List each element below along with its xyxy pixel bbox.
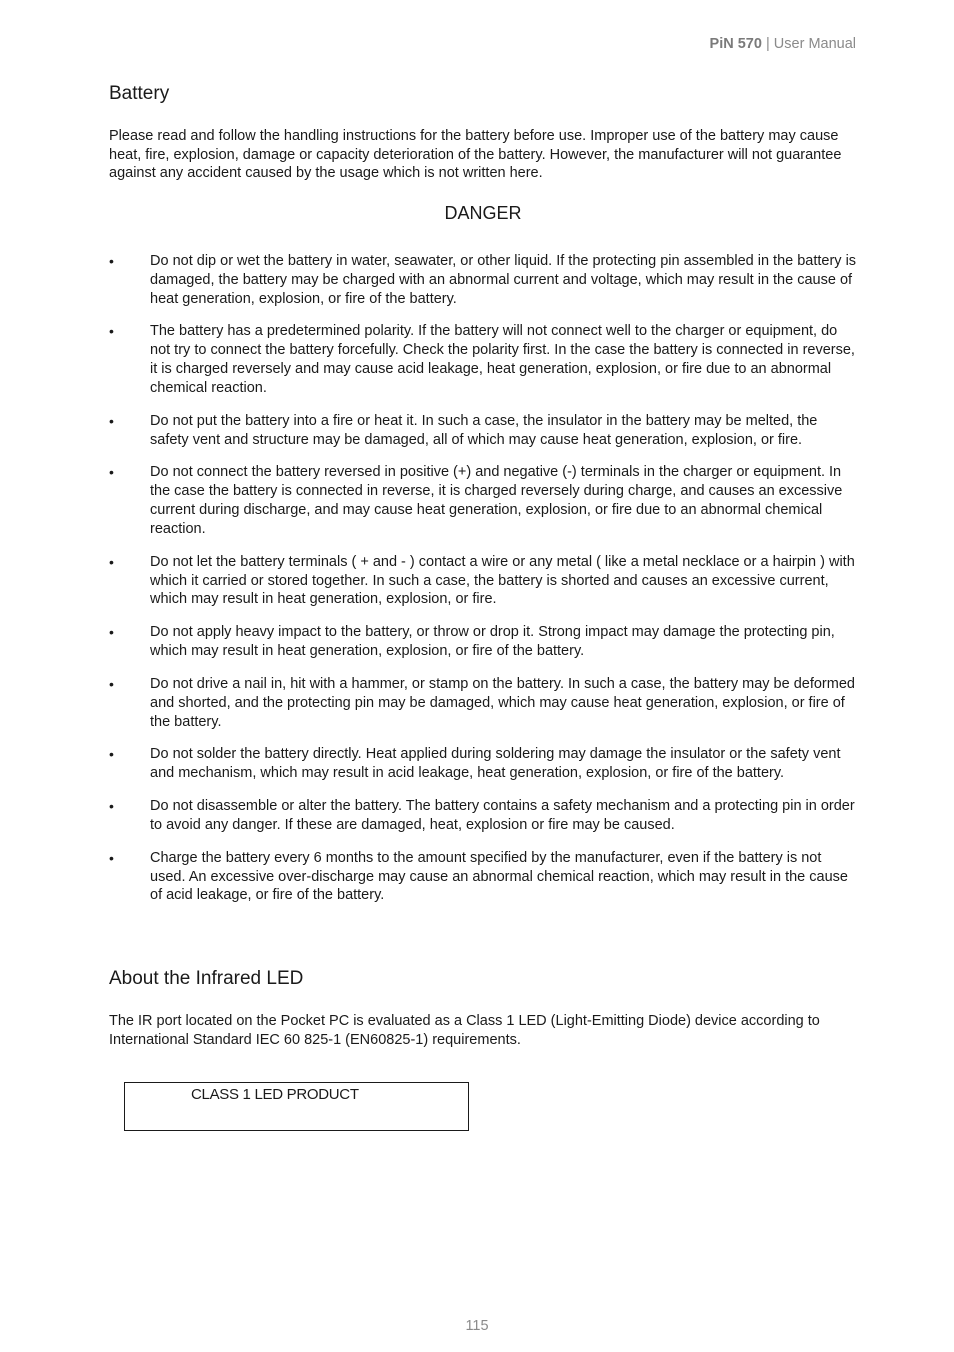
bullet-icon: • — [109, 746, 114, 763]
list-item-text: Do not disassemble or alter the battery. The battery contains a safety mechanism and a protecting pin in order to avoid any danger. If these are damaged, heat, explosion or fire may be caused. — [150, 798, 855, 833]
battery-intro: Please read and follow the handling instructions for the battery before use. Improper use of the battery may cause heat, fire, explosion, damage or capacity deterioration of the battery. However, the manufacturer will not guarantee against any accident caused by the usage which is not written here. — [109, 128, 842, 182]
infrared-heading: About the Infrared LED — [109, 968, 304, 989]
battery-heading: Battery — [109, 83, 170, 104]
bullet-icon: • — [109, 412, 114, 429]
bullet-icon: • — [109, 464, 114, 481]
page-number: 115 — [465, 1318, 489, 1334]
danger-list — [109, 252, 857, 919]
bullet-icon: • — [109, 849, 114, 866]
list-item-text: The battery has a predetermined polarity. If the battery will not connect well to the charger or equipment, do not try to connect the battery forcefully. Check the polarity first. In the case the battery is connected in reverse, it is charged reversely and may cause acid leakage, heat generation, explosion, or fire due to an abnormal chemical reaction. — [150, 323, 855, 396]
list-item-text: Do not drive a nail in, hit with a hammer, or stamp on the battery. In such a case, the battery may be deformed and shorted, and the protecting pin may be damaged, which may cause heat generation, explosion, or fire of the battery. — [150, 675, 855, 730]
list-item-text: Do not put the battery into a fire or heat it. In such a case, the insulator in the battery may be melted, the safety vent and structure may be damaged, all of which may cause heat generation, explosion, or fire. — [150, 412, 818, 448]
bullet-icon: • — [109, 798, 114, 815]
list-item — [109, 849, 857, 905]
list-item-text: Do not dip or wet the battery in water, seawater, or other liquid. If the protecting pin assembled in the battery is damaged, the battery may be charged with an abnormal current and voltage, which may result in the cause of heat generation, explosion, or fire of the battery. — [150, 253, 857, 307]
bullet-icon: • — [109, 675, 114, 692]
class-label-text: CLASS 1 LED PRODUCT — [191, 1086, 359, 1103]
list-item — [109, 797, 857, 835]
header-separator: | — [765, 36, 770, 52]
bullet-icon: • — [109, 323, 114, 340]
list-item — [109, 745, 857, 783]
bullet-icon: • — [109, 553, 114, 570]
list-item — [109, 252, 857, 308]
list-item-text: Do not apply heavy impact to the battery, or throw or drop it. Strong impact may damage the protecting pin, which may result in heat generation, explosion, or fire of the battery. — [150, 624, 835, 660]
list-item-text: Do not let the battery terminals ( + and - ) contact a wire or any metal ( like a metal necklace or a hairpin ) with which it carried or stored together. In such a case, the battery is shorted and causes an excessive current, which may result in heat generation, explosion, or fire. — [150, 553, 855, 608]
danger-heading: DANGER — [444, 203, 522, 223]
header-manual: User Manual — [773, 36, 856, 52]
list-item — [109, 623, 857, 661]
list-item — [109, 463, 857, 538]
bullet-icon: • — [109, 253, 114, 269]
list-item — [109, 675, 857, 731]
list-item — [109, 322, 857, 397]
bullet-icon: • — [109, 624, 114, 641]
list-item — [109, 412, 857, 450]
class-label-box — [124, 1082, 469, 1131]
list-item-text: Charge the battery every 6 months to the amount specified by the manufacturer, even if the battery is not used. An excessive over-discharge may cause an abnormal chemical reaction, which may result in the cause of acid leakage, or fire of the battery. — [150, 849, 848, 904]
list-item — [109, 553, 857, 609]
page-header — [710, 36, 856, 52]
header-product: PiN 570 — [709, 36, 762, 52]
list-item-text: Do not connect the battery reversed in positive (+) and negative (-) terminals in the charger or equipment. In the case the battery is connected in reverse, it is charged reversely during charge, and causes an excessive current during discharge, and may cause heat generation, explosion, or fire due to an abnormal chemical reaction. — [150, 464, 843, 537]
infrared-text: The IR port located on the Pocket PC is evaluated as a Class 1 LED (Light-Emitting Diode) device according to International Standard IEC 60 825-1 (EN60825-1) requirements. — [109, 1013, 820, 1048]
list-item-text: Do not solder the battery directly. Heat applied during soldering may damage the insulator or the safety vent and mechanism, which may result in acid leakage, heat generation, explosion, or fire of the battery. — [150, 746, 841, 782]
